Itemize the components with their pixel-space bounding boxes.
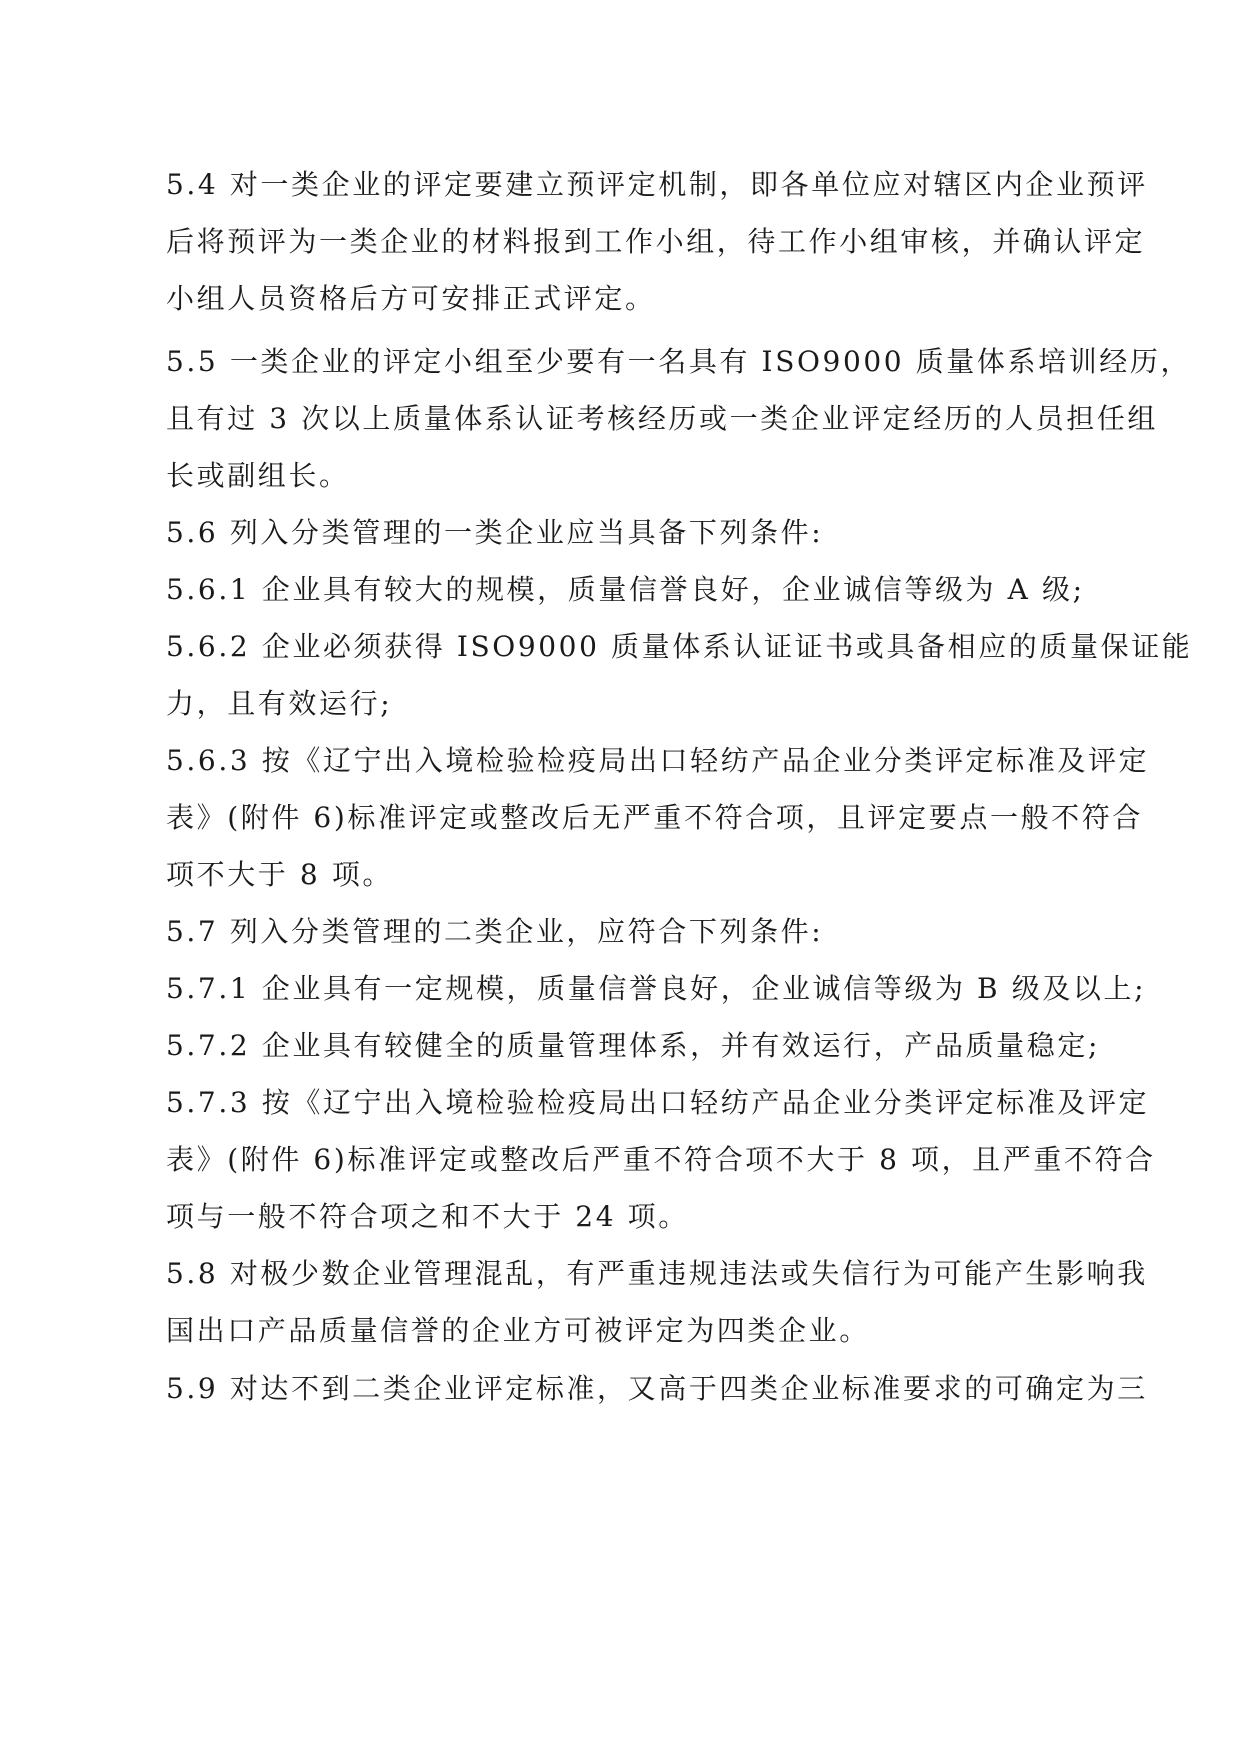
clause-5-7-2-line-1: 5.7.2 企业具有较健全的质量管理体系，并有效运行，产品质量稳定; bbox=[166, 1029, 1100, 1062]
clause-5-8-line-1: 5.8 对极少数企业管理混乱，有严重违规违法或失信行为可能产生影响我 bbox=[166, 1257, 1148, 1290]
clause-5-5-line-3: 长或副组长。 bbox=[166, 459, 350, 492]
clause-5-4-line-3: 小组人员资格后方可安排正式评定。 bbox=[166, 282, 656, 315]
clause-5-8-line-2: 国出口产品质量信誉的企业方可被评定为四类企业。 bbox=[166, 1314, 870, 1347]
clause-5-7-3-line-2: 表》(附件 6)标准评定或整改后严重不符合项不大于 8 项，且严重不符合 bbox=[166, 1143, 1156, 1176]
clause-5-6-3-line-3: 项不大于 8 项。 bbox=[166, 858, 394, 891]
clause-5-7-3-line-3: 项与一般不符合项之和不大于 24 项。 bbox=[166, 1200, 689, 1233]
clause-5-7-line-1: 5.7 列入分类管理的二类企业，应符合下列条件: bbox=[166, 915, 824, 948]
clause-5-6-3-line-2: 表》(附件 6)标准评定或整改后无严重不符合项，且评定要点一般不符合 bbox=[166, 801, 1143, 834]
clause-5-6-1-line-1: 5.6.1 企业具有较大的规模，质量信誉良好，企业诚信等级为 A 级; bbox=[166, 573, 1085, 606]
clause-5-5-line-1: 5.5 一类企业的评定小组至少要有一名具有 ISO9000 质量体系培训经历， bbox=[166, 345, 1192, 378]
clause-5-6-2-line-2: 力，且有效运行; bbox=[166, 687, 393, 720]
clause-5-7-3-line-1: 5.7.3 按《辽宁出入境检验检疫局出口轻纺产品企业分类评定标准及评定 bbox=[166, 1086, 1150, 1119]
clause-5-4-line-1: 5.4 对一类企业的评定要建立预评定机制，即各单位应对辖区内企业预评 bbox=[166, 168, 1148, 201]
clause-5-7-1-line-1: 5.7.1 企业具有一定规模，质量信誉良好，企业诚信等级为 B 级及以上; bbox=[166, 972, 1147, 1005]
clause-5-4-line-2: 后将预评为一类企业的材料报到工作小组，待工作小组审核，并确认评定 bbox=[166, 225, 1146, 258]
clause-5-9-line-1: 5.9 对达不到二类企业评定标准，又高于四类企业标准要求的可确定为三 bbox=[166, 1372, 1148, 1405]
clause-5-6-line-1: 5.6 列入分类管理的一类企业应当具备下列条件: bbox=[166, 516, 824, 549]
clause-5-5-line-2: 且有过 3 次以上质量体系认证考核经历或一类企业评定经历的人员担任组 bbox=[166, 402, 1159, 435]
clause-5-6-3-line-1: 5.6.3 按《辽宁出入境检验检疫局出口轻纺产品企业分类评定标准及评定 bbox=[166, 744, 1150, 777]
clause-5-6-2-line-1: 5.6.2 企业必须获得 ISO9000 质量体系认证证书或具备相应的质量保证能 bbox=[166, 630, 1193, 663]
